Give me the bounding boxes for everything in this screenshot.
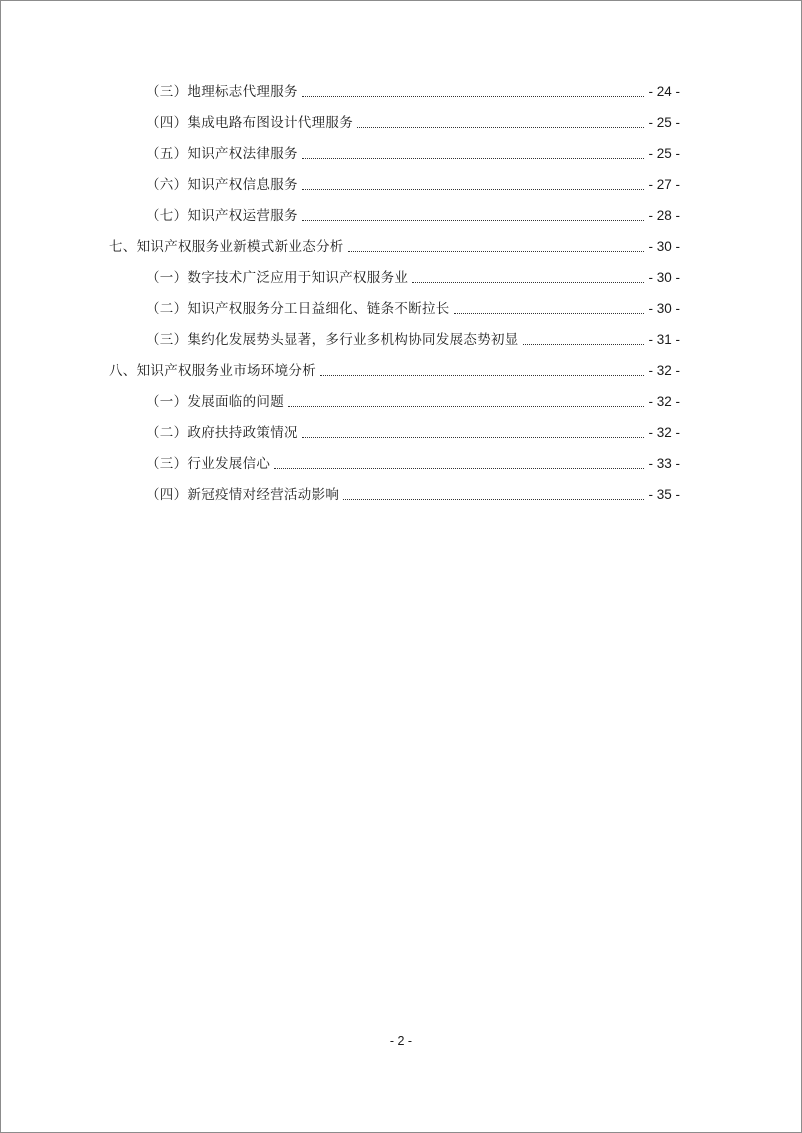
toc-entry-7-operation-services[interactable] <box>146 200 680 226</box>
toc-entry-title: （五）知识产权法律服务 <box>146 146 298 162</box>
toc-dot-leader <box>320 374 644 376</box>
toc-dot-leader <box>523 343 645 345</box>
toc-entry-industry-confidence[interactable] <box>146 448 680 474</box>
toc-entry-government-policy[interactable] <box>146 417 680 443</box>
toc-entry-title: （三）地理标志代理服务 <box>146 84 298 100</box>
toc-entry-page: - 32 - <box>648 394 680 409</box>
toc-dot-leader <box>274 467 644 469</box>
toc-dot-leader <box>343 498 644 500</box>
toc-entry-title: 七、知识产权服务业新模式新业态分析 <box>109 239 344 255</box>
toc-entry-5-legal-services[interactable] <box>146 138 680 164</box>
toc-entry-division-of-labor[interactable] <box>146 293 680 319</box>
toc-entry-page: - 30 - <box>648 239 680 254</box>
toc-section-7-new-models[interactable] <box>109 231 680 257</box>
toc-dot-leader <box>302 188 645 190</box>
toc-entry-title: （二）知识产权服务分工日益细化、链条不断拉长 <box>146 301 450 317</box>
toc-entry-page: - 25 - <box>648 115 680 130</box>
toc-dot-leader <box>412 281 644 283</box>
toc-entry-title: （一）数字技术广泛应用于知识产权服务业 <box>146 270 409 286</box>
page-number: - 2 - <box>389 1034 413 1048</box>
toc-dot-leader <box>302 436 645 438</box>
toc-entry-page: - 33 - <box>648 456 680 471</box>
toc-entry-page: - 25 - <box>648 146 680 161</box>
toc-entry-title: 八、知识产权服务业市场环境分析 <box>109 363 316 379</box>
toc-dot-leader <box>302 157 645 159</box>
toc-dot-leader <box>302 219 645 221</box>
toc-entry-6-information-services[interactable] <box>146 169 680 195</box>
toc-entry-title: （六）知识产权信息服务 <box>146 177 298 193</box>
toc-entry-4-ic-layout-design[interactable] <box>146 107 680 133</box>
toc-entry-title: （七）知识产权运营服务 <box>146 208 298 224</box>
toc-entry-page: - 32 - <box>648 425 680 440</box>
toc-entry-title: （三）集约化发展势头显著，多行业多机构协同发展态势初显 <box>146 332 519 348</box>
toc-entry-page: - 24 - <box>648 84 680 99</box>
toc-section-8-market-environment[interactable] <box>109 355 680 381</box>
toc-entry-page: - 32 - <box>648 363 680 378</box>
toc-entry-3-geographical-indication[interactable] <box>146 76 680 102</box>
toc-dot-leader <box>302 95 645 97</box>
toc-entry-digital-technology[interactable] <box>146 262 680 288</box>
toc-entry-title: （三）行业发展信心 <box>146 456 271 472</box>
toc-entry-page: - 31 - <box>648 332 680 347</box>
toc-dot-leader <box>454 312 645 314</box>
toc-entry-problems[interactable] <box>146 386 680 412</box>
toc-entry-page: - 35 - <box>648 487 680 502</box>
toc-dot-leader <box>288 405 644 407</box>
toc-entry-page: - 28 - <box>648 208 680 223</box>
toc-dot-leader <box>357 126 644 128</box>
toc-entry-title: （二）政府扶持政策情况 <box>146 425 298 441</box>
toc-entry-covid-impact[interactable] <box>146 479 680 505</box>
toc-entry-title: （一）发展面临的问题 <box>146 394 284 410</box>
toc-entry-page: - 30 - <box>648 270 680 285</box>
toc-entry-page: - 30 - <box>648 301 680 316</box>
toc-entry-title: （四）集成电路布图设计代理服务 <box>146 115 353 131</box>
toc-dot-leader <box>348 250 645 252</box>
toc-entry-page: - 27 - <box>648 177 680 192</box>
toc-entry-title: （四）新冠疫情对经营活动影响 <box>146 487 340 503</box>
toc-entry-intensive-development[interactable] <box>146 324 680 350</box>
